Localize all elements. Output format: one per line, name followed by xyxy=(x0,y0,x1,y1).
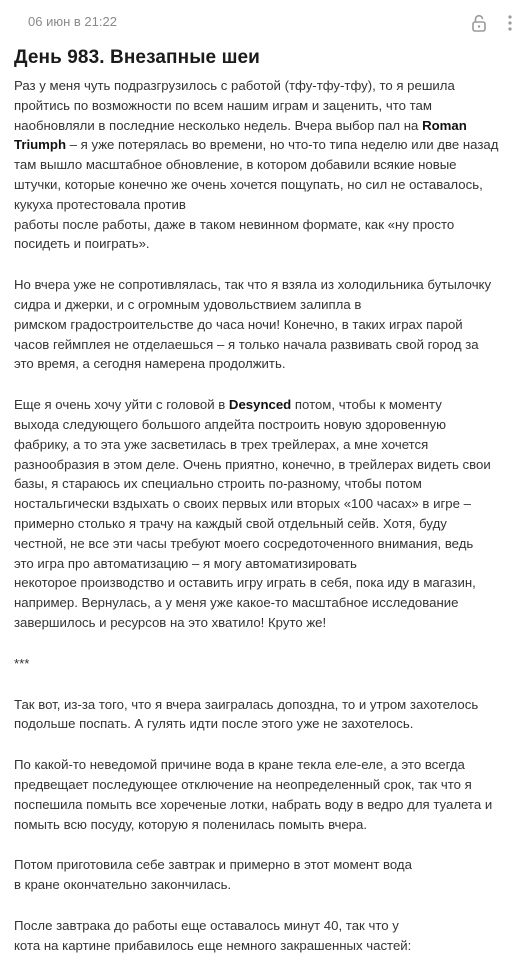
post-header xyxy=(14,0,501,44)
paragraph-2: Но вчера уже не сопротивлялась, так что я взяла из холодильника бутылочку сидра и джерки, и с огромным удовольствием залипла в римском градостроительстве до часа ночи! Конечно, в таких играх парой часов геймплея не отделаешься – я только начала развивать свой город за это время, а сегодня намерена продолжить. xyxy=(14,277,492,372)
paragraph-5: По какой-то неведомой причине вода в кране текла еле-еле, а это всегда предвещает последующее отключение на неопределенный срок, так что я поспешила помыть все хореченые лотки, набрать воду в ведро для туалета и помыть всю посуду, которую я поленилась помыть вчера. xyxy=(14,757,493,832)
lock-icon[interactable] xyxy=(471,14,487,32)
paragraph-1 xyxy=(14,76,504,254)
post-body xyxy=(14,76,504,976)
paragraph-3-text-a: Еще я очень хочу уйти с головой в xyxy=(14,397,229,413)
more-vertical-icon[interactable] xyxy=(505,14,515,32)
paragraph-1-text-c: – я уже потерялась во времени, но что-то типа неделю или две назад там вышло масштабное обновление, в котором добавили всякие новые штучки, которые конечно же очень хочется пощупать, но сил не оставалось, кукуха протестовала против работы после работы, даже в таком невинном формате, как «ну просто посидеть и поиграть». xyxy=(14,137,499,252)
paragraph-4: Так вот, из-за того, что я вчера заигралась допоздна, то и утром захотелось подольше поспать. А гулять идти после этого уже не захотелось. xyxy=(14,696,479,732)
paragraph-6: Потом приготовила себе завтрак и примерно в этот момент вода в кране окончательно закончилась. xyxy=(14,857,412,893)
post-title: День 983. Внезапные шеи xyxy=(14,47,260,68)
game-name-desynced: Desynced xyxy=(228,397,292,413)
section-separator: *** xyxy=(14,655,30,671)
paragraph-3 xyxy=(14,395,504,633)
paragraph-7: После завтрака до работы еще оставалось минут 40, так что у кота на картине прибавилось еще немного закрашенных частей: xyxy=(14,917,412,953)
paragraph-3-text-c: потом, чтобы к моменту выхода следующего большого апдейта построить новую здоровенную фабрику, а то эта уже засветилась в трех трейлерах, а мне хочется разнообразия в этом деле. Очень приятно, конечно, в трейлерах видеть свои базы, я стараюсь их специально строить по-разному, чтобы потом ностальгически вздыхать о своих первых или вторых «100 часах» в игре – примерно столько я трачу на каждый свой отдельный сейв. Хотя, буду честной, не все эти часы требуют моего сосредоточенного внимания, ведь это игра про автоматизацию – я могу автоматизировать некоторое производство и оставить игру играть в себя, пока иду в магазин, например. Вернулась, а у меня уже какое-то масштабное исследование завершилось и ресурсов на это хватило! Круто же! xyxy=(14,397,491,630)
post-date: 06 июн в 21:22 xyxy=(28,14,117,29)
game-name-roman-triumph: Roman Triumph xyxy=(14,117,467,153)
paragraph-1-text-a: Раз у меня чуть подразгрузилось с работой (тфу-тфу-тфу), то я решила пройтись по возможности по всем нашим играм и заценить, что там наобновляли в последние несколько недель. Вчера выбор пал на xyxy=(14,78,455,133)
